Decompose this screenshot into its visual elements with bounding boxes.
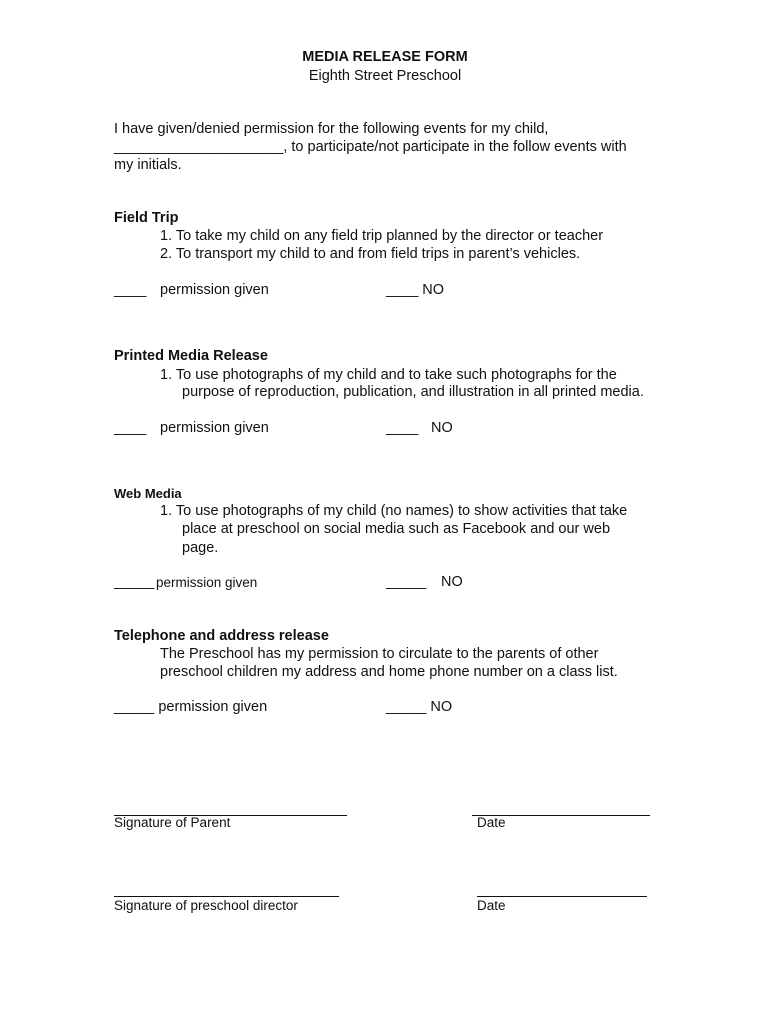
- date-label-1: Date: [477, 815, 506, 830]
- field-trip-item-1: 1. To take my child on any field trip planned by the director or teacher: [160, 228, 604, 244]
- intro-line-1: I have given/denied permission for the following events for my child,: [114, 121, 549, 137]
- printed-media-given-label: permission given: [160, 420, 269, 436]
- web-media-item-line-3: page.: [182, 540, 219, 556]
- field-trip-no[interactable]: ____ NO: [386, 282, 445, 298]
- telephone-no[interactable]: _____ NO: [386, 699, 453, 715]
- printed-media-item-line-1: 1. To use photographs of my child and to take such photographs for the: [160, 367, 617, 383]
- printed-media-item-line-2: purpose of reproduction, publication, and illustration in all printed media.: [182, 384, 644, 400]
- printed-media-heading: Printed Media Release: [114, 348, 268, 364]
- date-label-2: Date: [477, 898, 506, 913]
- field-trip-given-label: permission given: [160, 282, 269, 298]
- page-title: MEDIA RELEASE FORM: [302, 49, 468, 65]
- printed-media-no-label: NO: [431, 420, 453, 436]
- web-media-heading: Web Media: [114, 486, 182, 501]
- intro-line-3: my initials.: [114, 157, 182, 173]
- director-signature-label: Signature of preschool director: [114, 898, 298, 913]
- printed-media-given-blank[interactable]: ____: [114, 420, 147, 436]
- telephone-line-2: preschool children my address and home phone number on a class list.: [160, 664, 618, 680]
- web-media-no-blank[interactable]: _____: [386, 574, 427, 590]
- printed-media-no-blank[interactable]: ____: [386, 420, 419, 436]
- school-name: Eighth Street Preschool: [308, 68, 462, 84]
- web-media-given-blank[interactable]: _____: [114, 574, 155, 590]
- telephone-line-1: The Preschool has my permission to circulate to the parents of other: [160, 646, 599, 662]
- web-media-no-label: NO: [441, 574, 463, 590]
- intro-line-2: _____________________, to participate/not participate in the follow events with: [114, 139, 627, 155]
- web-media-given-label: permission given: [156, 575, 258, 590]
- director-signature-line[interactable]: [114, 896, 339, 897]
- web-media-item-line-1: 1. To use photographs of my child (no names) to show activities that take: [160, 503, 628, 519]
- field-trip-heading: Field Trip: [114, 210, 179, 226]
- field-trip-given-blank[interactable]: ____: [114, 282, 147, 298]
- web-media-item-line-2: place at preschool on social media such as Facebook and our web: [182, 521, 611, 537]
- telephone-heading: Telephone and address release: [114, 628, 329, 644]
- telephone-given[interactable]: _____ permission given: [114, 699, 268, 715]
- date-line-2[interactable]: [477, 896, 647, 897]
- parent-signature-label: Signature of Parent: [114, 815, 231, 830]
- field-trip-item-2: 2. To transport my child to and from field trips in parent’s vehicles.: [160, 246, 581, 262]
